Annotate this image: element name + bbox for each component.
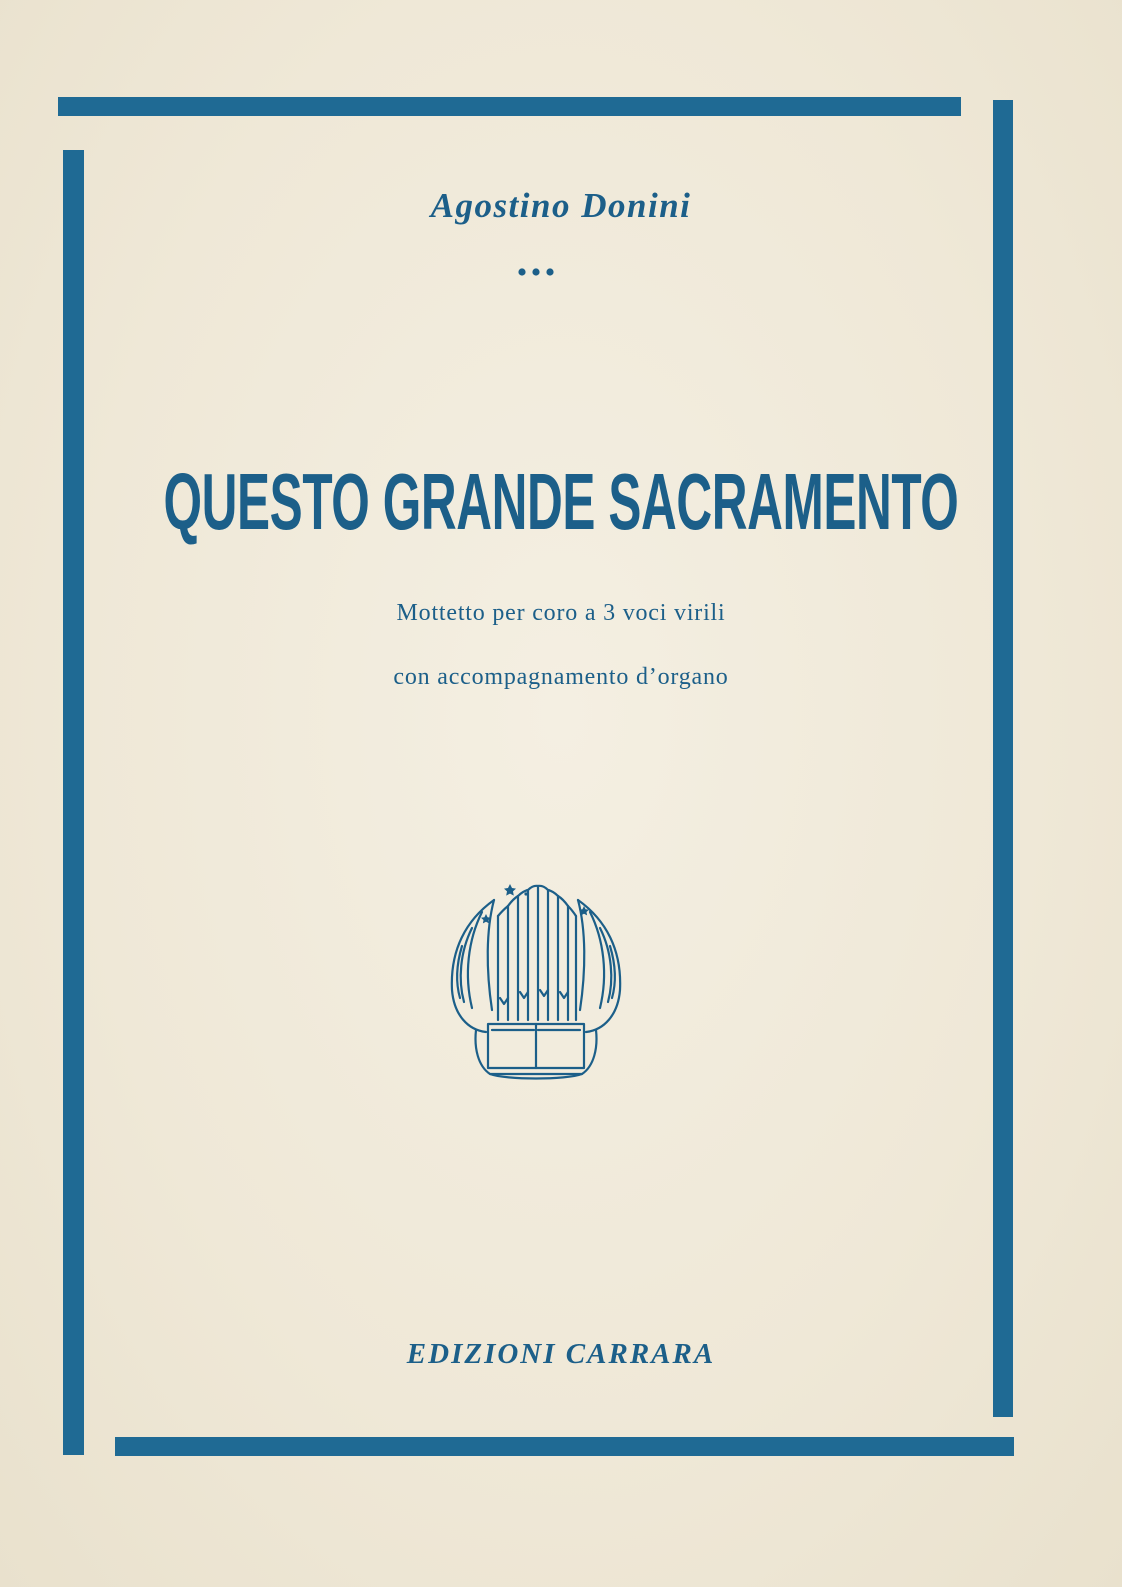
- frame-bar-bottom: [115, 1437, 1014, 1456]
- subtitle-line-1: Mottetto per coro a 3 voci virili: [396, 600, 726, 626]
- work-title: QUESTO GRANDE SACRAMENTO: [163, 457, 959, 547]
- subtitle-line-2: con accompagnamento d’organo: [393, 664, 729, 690]
- organ-with-wings-emblem-icon: [446, 880, 626, 1090]
- frame-bar-left: [63, 150, 84, 1455]
- author-name: Agostino Donini: [430, 186, 692, 225]
- publisher-name: EDIZIONI CARRARA: [406, 1338, 716, 1370]
- frame-bar-top: [58, 97, 961, 116]
- ornament-dots-icon: [516, 267, 556, 277]
- frame-bar-right: [993, 100, 1013, 1417]
